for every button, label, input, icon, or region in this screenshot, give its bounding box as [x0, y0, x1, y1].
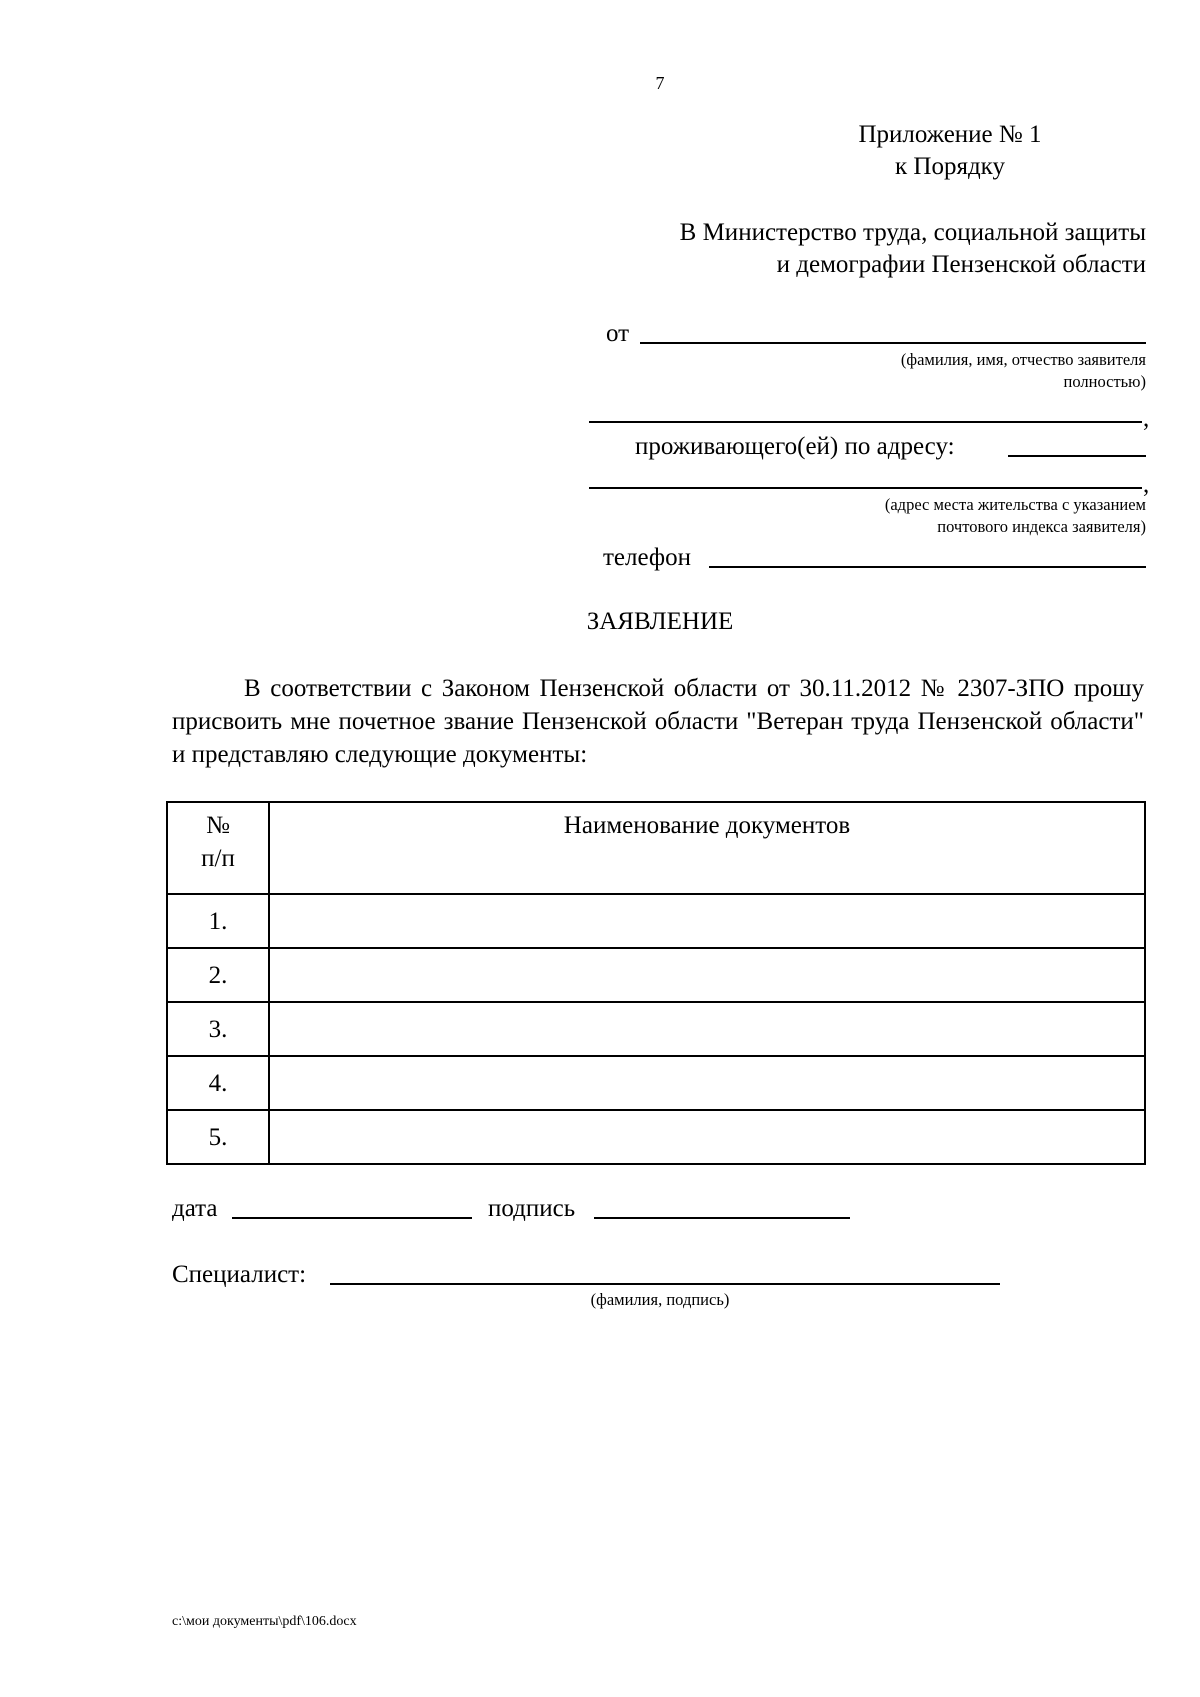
document-name-cell[interactable]	[269, 1002, 1145, 1056]
table-header-row	[167, 802, 1145, 894]
table-row	[167, 894, 1145, 948]
table-row	[167, 1110, 1145, 1164]
address-label: проживающего(ей) по адресу:	[635, 433, 955, 460]
table-row	[167, 1002, 1145, 1056]
document-name-cell[interactable]	[269, 894, 1145, 948]
document-name-cell[interactable]	[269, 1056, 1145, 1110]
row-number: 4.	[167, 1056, 269, 1110]
table-row	[167, 1056, 1145, 1110]
comma-2: ,	[1143, 471, 1150, 498]
phone-field-line[interactable]	[709, 566, 1146, 568]
name-hint-line1: (фамилия, имя, отчество заявителя	[900, 350, 1146, 369]
page-number: 7	[655, 73, 665, 93]
row-number: 2.	[167, 948, 269, 1002]
specialist-hint: (фамилия, подпись)	[590, 1290, 730, 1309]
addressee-line2: и демографии Пензенской области	[776, 251, 1146, 278]
address-hint	[760, 494, 1146, 538]
appendix-line1: Приложение № 1	[858, 121, 1042, 148]
date-label: дата	[172, 1195, 218, 1222]
header-num-line2: п/п	[201, 845, 235, 872]
header-number-cell	[167, 802, 269, 894]
comma-1: ,	[1143, 405, 1150, 432]
address-field-line-2[interactable]	[589, 487, 1142, 489]
sign-label: подпись	[488, 1195, 576, 1222]
addressee-block	[560, 217, 1146, 281]
row-number: 1.	[167, 894, 269, 948]
document-name-cell[interactable]	[269, 1110, 1145, 1164]
header-num-line1: №	[206, 812, 230, 839]
addressee-line1: В Министерство труда, социальной защиты	[679, 219, 1146, 246]
header-name-cell: Наименование документов	[269, 802, 1145, 894]
specialist-field-line[interactable]	[330, 1283, 1000, 1285]
documents-table	[166, 801, 1146, 1165]
phone-label: телефон	[603, 544, 691, 571]
specialist-label: Специалист:	[172, 1261, 307, 1288]
address-hint-line2: почтового индекса заявителя)	[937, 517, 1146, 536]
document-name-cell[interactable]	[269, 948, 1145, 1002]
appendix-block	[780, 119, 1120, 183]
row-number: 3.	[167, 1002, 269, 1056]
row-number: 5.	[167, 1110, 269, 1164]
address-hint-line1: (адрес места жительства с указанием	[884, 495, 1146, 514]
from-label: от	[606, 320, 630, 347]
name-hint	[760, 349, 1146, 393]
name-field-line-2[interactable]	[589, 421, 1142, 423]
date-field-line[interactable]	[232, 1217, 472, 1219]
document-title: ЗАЯВЛЕНИЕ	[586, 608, 734, 635]
appendix-line2: к Порядку	[895, 153, 1005, 180]
table-row	[167, 948, 1145, 1002]
footer-file-path: c:\мои документы\pdf\106.docx	[172, 1614, 357, 1629]
name-hint-line2: полностью)	[1063, 372, 1146, 391]
body-paragraph: В соответствии с Законом Пензенской области от 30.11.2012 № 2307-ЗПО прошу присвоить мне почетное звание Пензенской области "Ветеран труда Пензенской области" и представляю следующие документы:	[172, 675, 1144, 768]
name-field-line[interactable]	[640, 342, 1146, 344]
sign-field-line[interactable]	[594, 1217, 850, 1219]
address-field-line[interactable]	[1008, 455, 1146, 457]
